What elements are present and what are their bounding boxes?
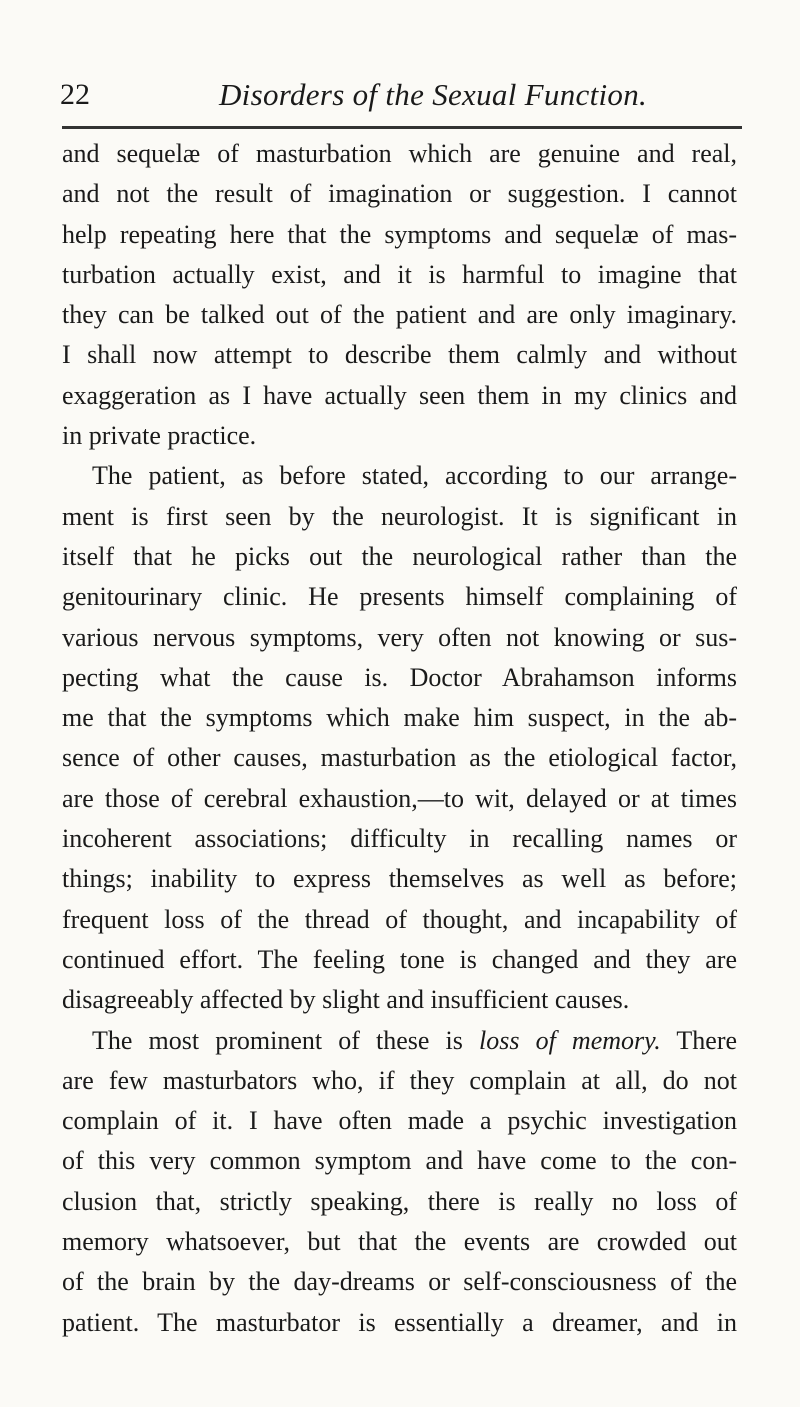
text-line: frequent loss of the thread of thought, and incapability of	[62, 904, 737, 934]
text-line: of this very common symptom and have come to the con-	[62, 1146, 737, 1176]
text-line: and sequelæ of masturbation which are genuine and real,	[62, 139, 737, 168]
text-line: various nervous symptoms, very often not knowing or sus-	[62, 622, 737, 652]
text-line: are few masturbators who, if they complain at all, do not	[62, 1065, 737, 1095]
text-line: turbation actually exist, and it is harmful to imagine that	[62, 259, 737, 289]
text-line: memory whatsoever, but that the events are crowded out	[62, 1227, 737, 1257]
text-line: disagreeably affected by slight and insufficient causes.	[62, 985, 630, 1015]
text-line: help repeating here that the symptoms and sequelæ of mas-	[62, 219, 737, 249]
text-line: of the brain by the day-dreams or self-consciousness of the	[62, 1267, 737, 1297]
text-line: clusion that, strictly speaking, there is really no loss of	[62, 1186, 737, 1216]
text-line: and not the result of imagination or suggestion. I cannot	[62, 179, 737, 209]
text-line: sence of other causes, masturbation as the etiological factor,	[62, 743, 737, 773]
text-line: incoherent associations; difficulty in recalling names or	[62, 824, 737, 854]
running-head	[60, 70, 740, 120]
page-number: 22	[60, 78, 90, 111]
text-line: genitourinary clinic. He presents himself complaining of	[62, 582, 737, 612]
text-line: me that the symptoms which make him suspect, in the ab-	[62, 703, 737, 733]
text-line: in private practice.	[62, 421, 257, 451]
text-run: The most prominent of these is	[92, 1025, 463, 1055]
text-line: exaggeration as I have actually seen them in my clinics and	[62, 380, 737, 410]
running-title: Disorders of the Sexual Function.	[219, 77, 648, 112]
header-rule	[62, 126, 742, 129]
text-line-mixed	[62, 1021, 737, 1061]
text-line: they can be talked out of the patient and are only imaginary.	[62, 300, 737, 330]
text-line: pecting what the cause is. Doctor Abrahamson informs	[62, 662, 737, 692]
text-line: I shall now attempt to describe them calmly and without	[62, 340, 737, 370]
text-line: The patient, as before stated, according to our arrange-	[92, 461, 737, 491]
body-text	[62, 134, 737, 1343]
italic-phrase: loss of memory.	[479, 1025, 661, 1055]
text-line: ment is first seen by the neurologist. It is significant in	[62, 501, 737, 531]
text-line: itself that he picks out the neurological rather than the	[62, 541, 737, 571]
text-line: continued effort. The feeling tone is changed and they are	[62, 944, 737, 974]
text-line: patient. The masturbator is essentially a dreamer, and in	[62, 1307, 737, 1337]
text-line: are those of cerebral exhaustion,—to wit, delayed or at times	[62, 783, 737, 813]
text-run: There	[676, 1025, 737, 1055]
text-line: things; inability to express themselves as well as before;	[62, 864, 737, 894]
text-line: complain of it. I have often made a psychic investigation	[62, 1106, 737, 1136]
